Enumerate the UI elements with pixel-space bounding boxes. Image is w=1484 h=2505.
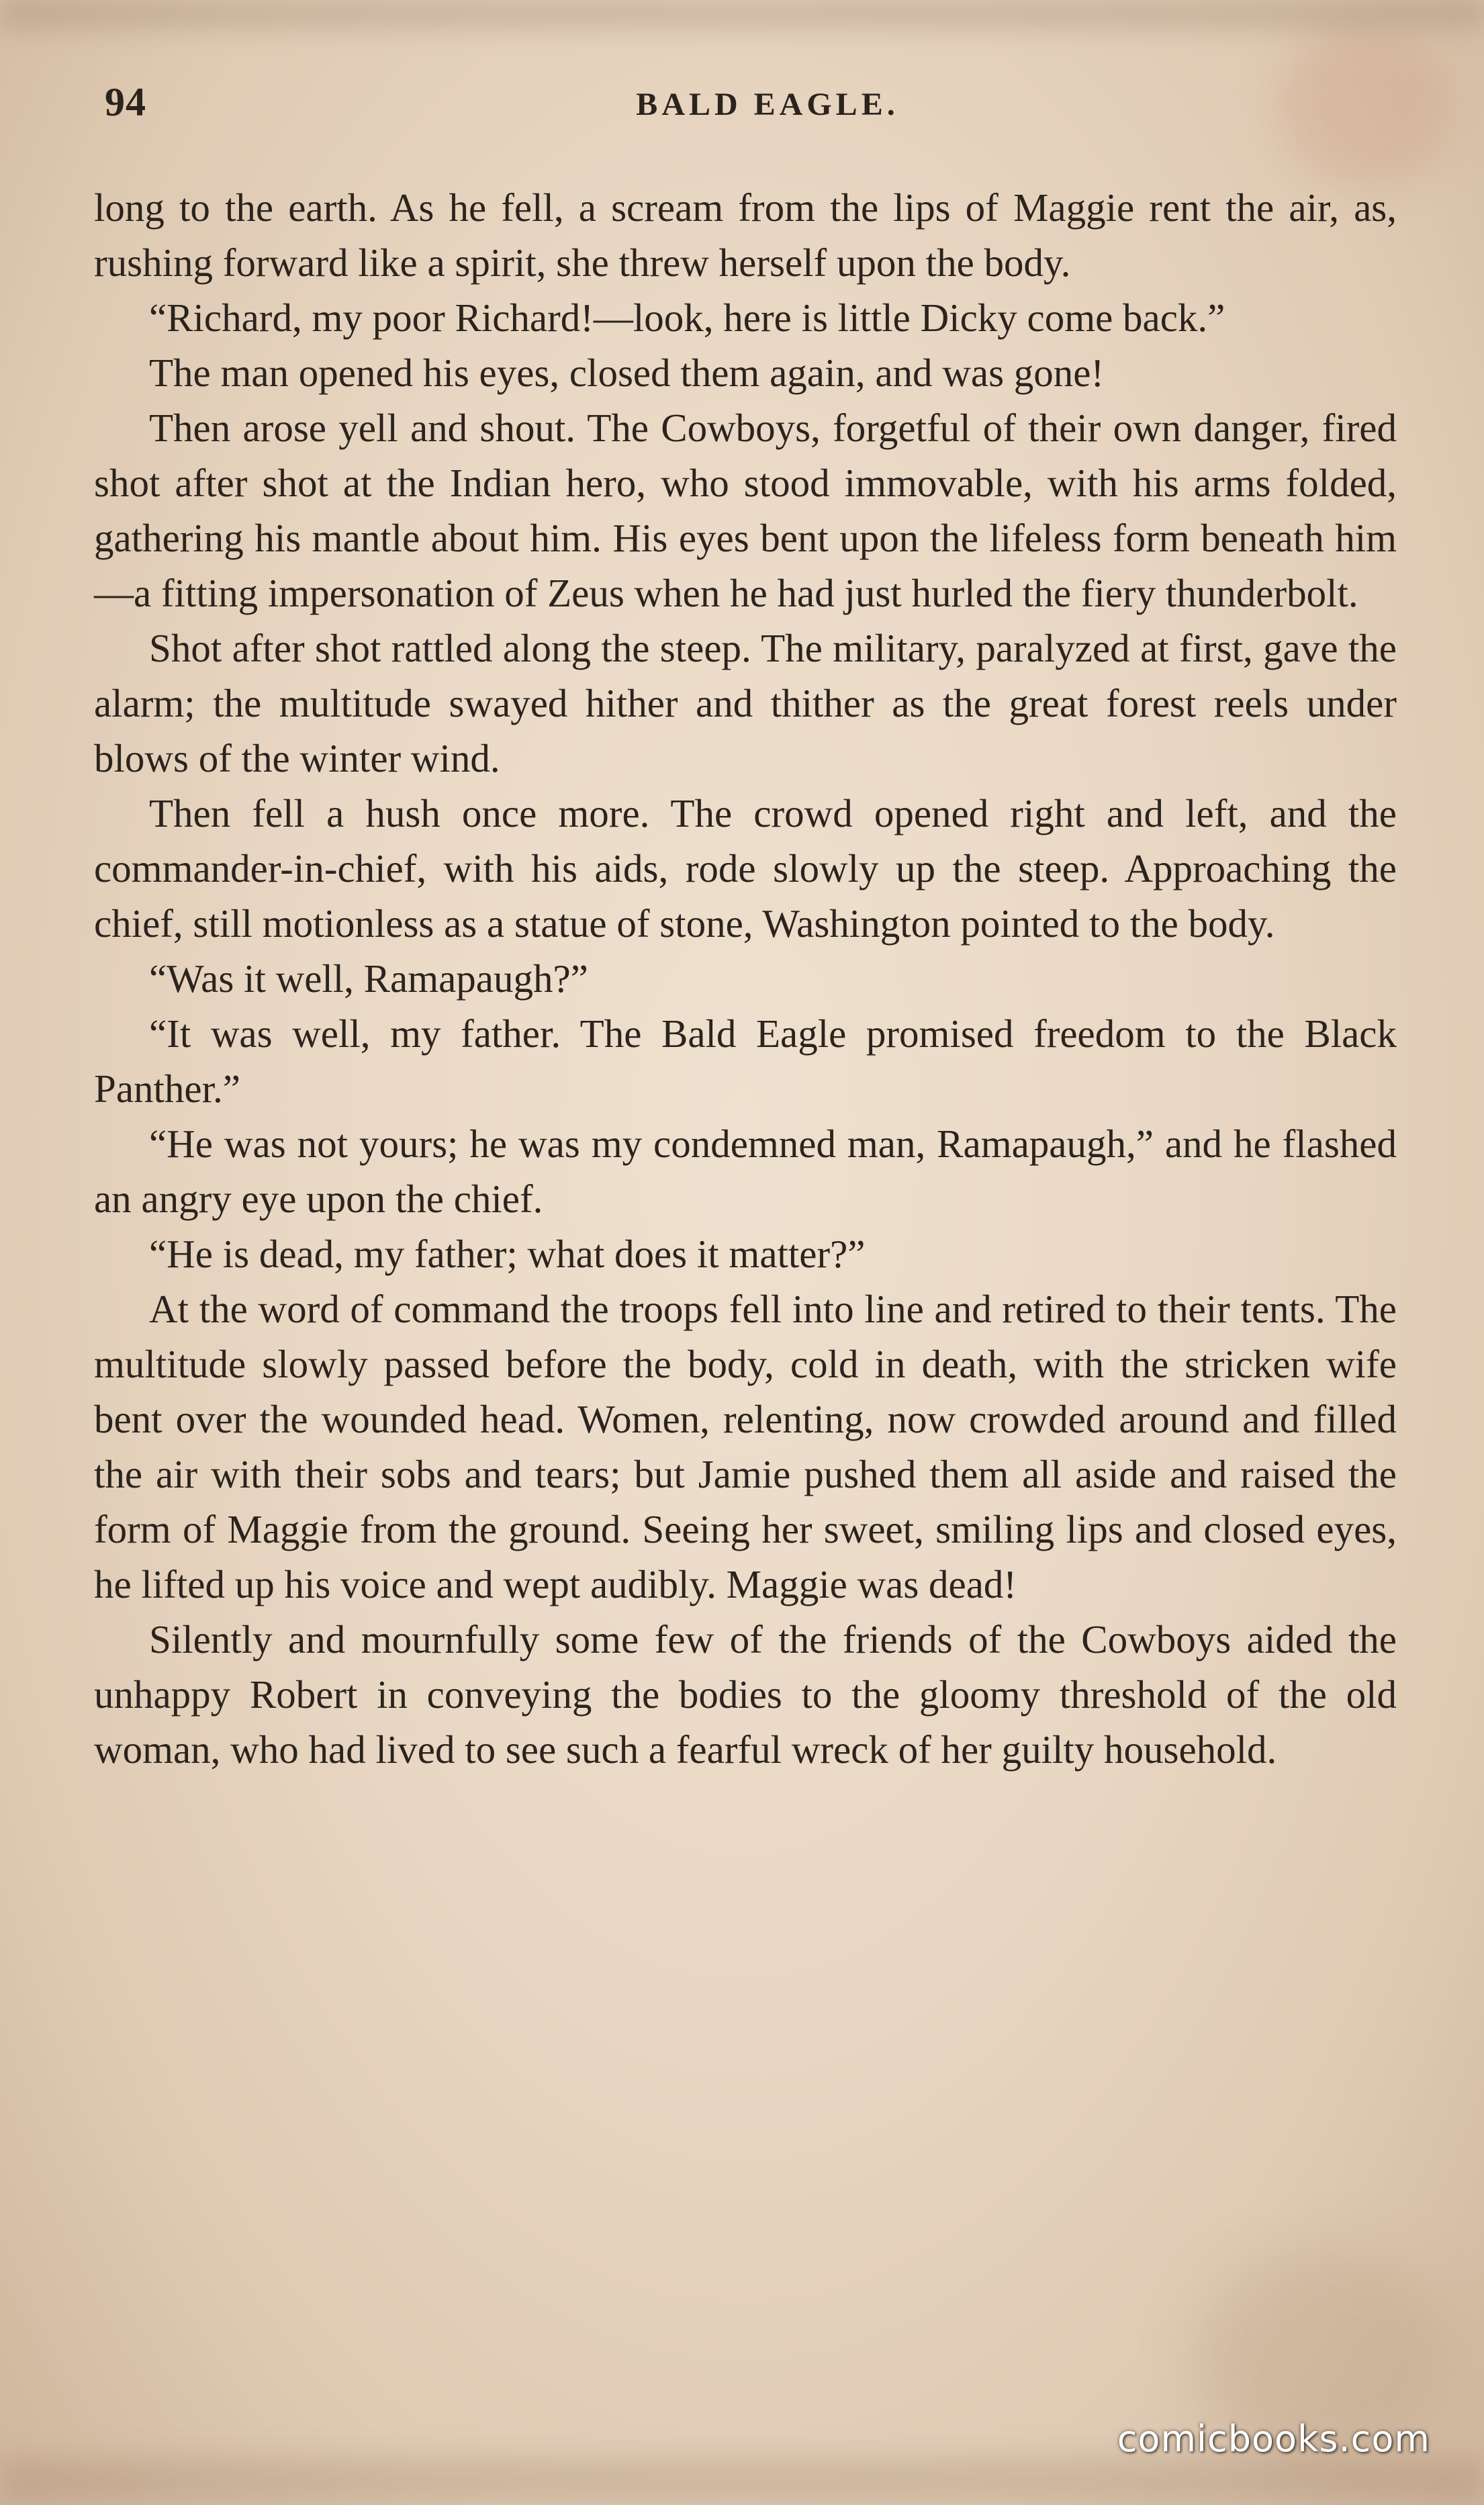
paragraph: Then arose yell and shout. The Cowboys, forgetful of their own danger, fired shot after shot at the Indian hero, who stood immovable, with his arms folded, gathering his mantle about him. His eyes bent upon the lifeless form beneath him—a fitting impersonation of Zeus when he had just hurled the fiery thunderbolt. [94, 406, 1397, 615]
body-text [94, 180, 1397, 1777]
paragraph: “He is dead, my father; what does it matter?” [149, 1232, 866, 1276]
paragraph: The man opened his eyes, closed them again, and was gone! [149, 351, 1105, 395]
paragraph: “It was well, my father. The Bald Eagle promised freedom to the Black Panther.” [94, 1011, 1397, 1111]
paragraph: Silently and mournfully some few of the friends of the Cowboys aided the unhappy Robert in conveying the bodies to the gloomy threshold of the old woman, who had lived to see such a fearful wreck of her guilty household. [94, 1617, 1397, 1772]
paragraph: “Richard, my poor Richard!—look, here is little Dicky come back.” [149, 295, 1225, 340]
site-watermark: comicbooks.com [1117, 2418, 1430, 2460]
paragraph: Shot after shot rattled along the steep. The military, paralyzed at first, gave the alarm; the multitude swayed hither and thither as the great forest reels under blows of the winter wind. [94, 626, 1397, 780]
paragraph: “He was not yours; he was my condemned man, Ramapaugh,” and he flashed an angry eye upon the chief. [94, 1122, 1397, 1221]
paragraph: “Was it well, Ramapaugh?” [149, 956, 588, 1001]
paragraph: long to the earth. As he fell, a scream from the lips of Maggie rent the air, as, rushing forward like a spirit, she threw herself upon the body. [94, 185, 1397, 285]
paragraph: At the word of command the troops fell into line and retired to their tents. The multitude slowly passed before the body, cold in death, with the stricken wife bent over the wounded head. Women, relenting, now crowded around and filled the air with their sobs and tears; but Jamie pushed them all aside and raised the form of Maggie from the ground. Seeing her sweet, smiling lips and closed eyes, he lifted up his voice and wept audibly. Maggie was dead! [94, 1287, 1397, 1606]
page-header [99, 79, 1409, 133]
paragraph: Then fell a hush once more. The crowd opened right and left, and the commander-in-chief, with his aids, rode slowly up the steep. Approaching the chief, still motionless as a statue of stone, Washington pointed to the body. [94, 791, 1397, 946]
running-title: BALD EAGLE. [636, 87, 899, 122]
page-number: 94 [105, 80, 146, 124]
page-edge-shadow [0, 0, 1484, 27]
